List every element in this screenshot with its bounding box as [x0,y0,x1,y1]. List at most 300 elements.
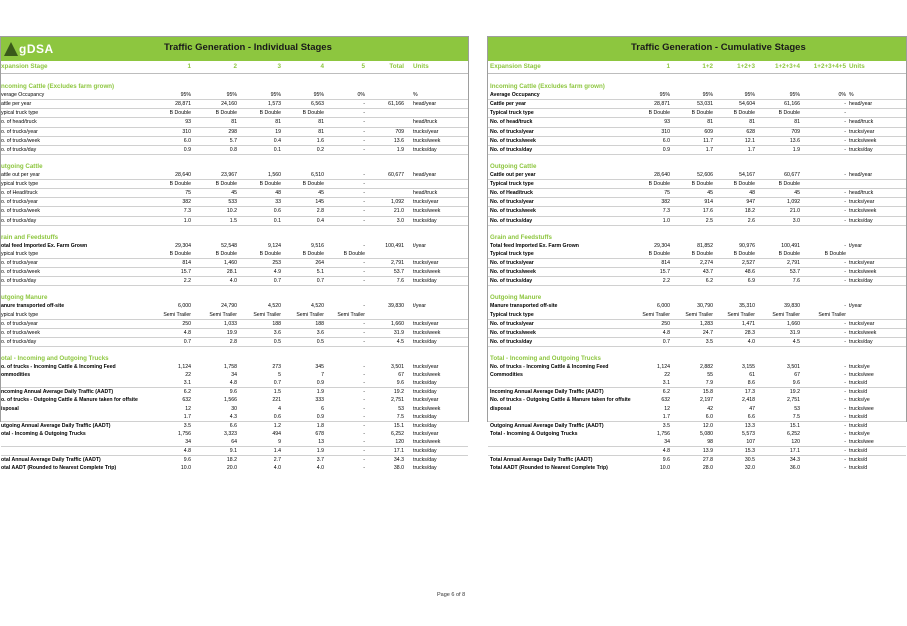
table-row [488,347,906,355]
cell-value: 2.5 [705,217,713,224]
cell-value: B Double [169,110,191,117]
table-row [488,75,906,83]
cell-value: 95% [226,92,237,99]
cell-value: 95% [744,92,755,99]
cell-value: 0% [357,92,365,99]
cell-value: B Double [302,110,324,117]
cell-value: 7.5 [396,413,404,420]
column-header: 2 [233,63,237,70]
cell-value: Semi Trailer [772,311,800,318]
table-row [1,413,468,422]
cell-value: - [844,364,846,371]
cell-value: 4.3 [229,413,237,420]
cell-value: 35,310 [739,303,755,310]
cell-value: 609 [704,128,713,135]
cell-value: 2,274 [700,259,713,266]
cell-value: 17.6 [702,208,713,215]
cell-value: 6,252 [787,430,800,437]
cell-value: - [844,137,846,144]
row-label: otal Annual Average Daily Traffic (AADT) [1,457,101,464]
cell-value: - [844,413,846,420]
cell-value: trucks/year [849,259,875,266]
cell-value: 221 [272,397,281,404]
cell-value: trucks/day [413,217,437,224]
cell-value: - [363,242,365,249]
cell-value: 0.1 [273,146,281,153]
cell-value: trucks/week [413,208,441,215]
cell-value: - [844,465,846,472]
cell-value: - [363,320,365,327]
cell-value: 81 [749,119,755,126]
cell-value: 13.6 [393,137,404,144]
row-label: o. of trucks/week [1,137,40,144]
cell-value: 45 [707,190,713,197]
cell-value: 2,882 [700,364,713,371]
cell-value: head/truck [849,190,874,197]
cell-value: - [363,430,365,437]
cell-value: 67 [794,372,800,379]
cell-value: 2.2 [183,278,191,285]
cell-value: B Double [215,250,237,257]
cell-value: trucks/wee [849,372,874,379]
cell-value: 30.5 [744,457,755,464]
cell-value: - [844,110,846,117]
cell-value: 0.7 [662,338,670,345]
cell-value: - [844,190,846,197]
cell-value: 4.0 [747,338,755,345]
cell-value: - [844,438,846,445]
cell-value: 95% [313,92,324,99]
row-label: verage Occupancy [1,92,45,99]
cell-value: B Double [691,110,713,117]
cell-value: 32.0 [744,465,755,472]
cell-value: 15.1 [393,422,404,429]
cell-value: - [363,413,365,420]
row-label: o. of trucks/day [1,278,37,285]
cell-value: 1.6 [316,137,324,144]
cell-value: 1.9 [316,389,324,396]
cell-value: - [363,190,365,197]
row-label: otal AADT (Rounded to Nearest Complete Trip) [1,465,117,472]
cell-value: 947 [746,199,755,206]
cell-value: trucks/year [413,364,439,371]
cell-value: 9.6 [183,457,191,464]
cell-value: - [844,329,846,336]
cell-value: 43.7 [702,269,713,276]
cell-value: 632 [182,397,191,404]
cell-value: 5,080 [700,430,713,437]
cell-value: 39,830 [784,303,800,310]
cell-value: 273 [272,364,281,371]
table-row [488,242,906,250]
cell-value: 1.7 [183,413,191,420]
cell-value: Semi Trailer [209,311,237,318]
cell-value: 95% [659,92,670,99]
cell-value: 5.7 [229,137,237,144]
cell-value: 7.9 [705,380,713,387]
cell-value: - [363,457,365,464]
table-row [1,438,468,447]
table-row [488,464,906,472]
cell-value: 12 [664,405,670,412]
cell-value: 1.0 [183,217,191,224]
table-row [488,311,906,320]
cell-value: 90,976 [739,242,755,249]
table-body [1,75,468,472]
cell-value: Semi Trailer [337,311,365,318]
cell-value: 814 [182,259,191,266]
cell-value: trucks/week [413,438,441,445]
row-label: Cattle per year [490,101,527,108]
cell-value: 1,471 [742,320,755,327]
cell-value: 6.0 [183,137,191,144]
cell-value: 0.6 [273,413,281,420]
cell-value: 1.7 [662,413,670,420]
row-label: disposal [490,405,512,412]
cell-value: 3.0 [396,217,404,224]
cell-value: trucks/d [849,457,868,464]
cell-value: 494 [272,430,281,437]
cell-value: - [844,372,846,379]
cell-value: 28,871 [175,101,191,108]
cell-value: 53 [794,405,800,412]
cell-value: 4.8 [662,448,670,455]
cell-value: - [363,465,365,472]
cell-value: 1,660 [787,320,800,327]
cell-value: 28,640 [175,172,191,179]
cell-value: 3,501 [787,364,800,371]
cell-value: 4.8 [183,448,191,455]
table-row [488,207,906,216]
table-row [488,91,906,100]
cell-value: 28.1 [226,269,237,276]
row-label: No. of trucks/week [490,208,536,215]
table-row [488,329,906,338]
cell-value: - [363,338,365,345]
row-label: Total - Incoming & Outgoing Trucks [490,430,578,437]
table-row [488,118,906,127]
cell-value: 6.0 [705,413,713,420]
cell-value: 75 [664,190,670,197]
cell-value: 814 [661,259,670,266]
cell-value: 95% [270,92,281,99]
row-label: Typical truck type [490,250,534,257]
cell-value: - [363,119,365,126]
cell-value: 0.8 [229,146,237,153]
cell-value: 36.0 [789,465,800,472]
cell-value: 107 [746,438,755,445]
cell-value: B Double [691,250,713,257]
cell-value: trucks/ye [849,364,870,371]
table-row [1,405,468,413]
cell-value: Semi Trailer [296,311,324,318]
row-label: Cattle out per year [490,172,536,179]
cell-value: 0.2 [316,146,324,153]
cell-value: 0.9 [316,413,324,420]
cell-value: t/year [849,242,862,249]
cell-value: trucks/wee [849,438,874,445]
cell-value: B Double [302,181,324,188]
cell-value: 6,000 [178,303,191,310]
cell-value: 253 [272,259,281,266]
cell-value: 1.8 [316,422,324,429]
cell-value: 45 [794,190,800,197]
cell-value: head/year [413,101,437,108]
table-row [488,456,906,464]
cell-value: - [363,259,365,266]
table-row [1,189,468,198]
cell-value: 3.5 [183,422,191,429]
cell-value: 15.7 [180,269,191,276]
table-row [1,456,468,464]
row-label: otal - Incoming and Outgoing Trucks [1,355,109,362]
row-label: Typical truck type [490,311,534,318]
row-label: utgoing Cattle [1,162,43,170]
column-header: 1 [666,63,670,70]
table-row [488,128,906,137]
cell-value: - [844,119,846,126]
cell-value: 250 [182,320,191,327]
row-label: ypical truck type [1,311,39,318]
table-row [1,294,468,302]
cell-value: 120 [791,438,800,445]
row-label: Incoming Cattle (Excludes farm grown) [490,83,605,91]
cell-value: 0.5 [316,338,324,345]
cell-value: trucks/ye [849,397,870,404]
cell-value: 6,000 [657,303,670,310]
cell-value: 1,092 [787,199,800,206]
table-row [1,347,468,355]
cell-value: 1,092 [391,199,404,206]
cell-value: - [844,303,846,310]
cell-value: 2,791 [787,259,800,266]
column-header: Expansion Stage [490,63,541,70]
cell-value: trucks/d [849,389,868,396]
cell-value: Semi Trailer [685,311,713,318]
table-row [488,286,906,294]
cell-value: 9.6 [396,380,404,387]
cell-value: 34.3 [393,457,404,464]
cell-value: 5 [278,372,281,379]
cell-value: 382 [661,199,670,206]
cell-value: 81 [231,119,237,126]
cell-value: 31.9 [789,329,800,336]
cell-value: - [363,101,365,108]
cell-value: 20.0 [226,465,237,472]
cell-value: 6.6 [747,413,755,420]
cell-value: 23,967 [221,172,237,179]
cell-value: trucks/d [849,448,868,455]
cell-value: B Double [302,250,324,257]
table-row [1,75,468,83]
cell-value: trucks/day [413,389,437,396]
cell-value: 1.7 [705,146,713,153]
cell-value: B Double [778,110,800,117]
cell-value: - [844,128,846,135]
cell-value: trucks/week [413,405,441,412]
cell-value: - [844,422,846,429]
table-row [488,320,906,329]
cell-value: trucks/week [849,329,877,336]
cell-value: trucks/day [413,338,437,345]
row-label: Typical truck type [490,110,534,117]
cell-value: 61 [749,372,755,379]
cell-value: trucks/year [413,430,439,437]
cell-value: trucks/d [849,413,868,420]
row-label: No. of trucks/week [490,137,536,144]
cell-value: 0.1 [273,217,281,224]
cell-value: 188 [272,320,281,327]
cell-value: 1,573 [268,101,281,108]
cell-value: 9.6 [792,380,800,387]
column-headers [1,62,468,74]
table-row [1,371,468,379]
cell-value: - [363,208,365,215]
table-row [488,447,906,456]
cell-value: 4.5 [792,338,800,345]
cell-value: 28.0 [702,465,713,472]
cell-value: 34.3 [789,457,800,464]
cell-value: trucks/week [413,137,441,144]
cell-value: - [363,278,365,285]
cell-value: 4.9 [273,269,281,276]
cell-value: B Double [169,181,191,188]
cell-value: trucks/year [413,259,439,266]
row-label: No. of trucks/week [490,329,536,336]
column-header: 1+2+3 [737,63,755,70]
table-row [488,277,906,286]
row-label: o. of trucks - Incoming Cattle & Incoming Feed [1,364,116,371]
cell-value: 678 [315,430,324,437]
cell-value: 3.5 [662,422,670,429]
table-row [488,355,906,363]
logo-text: gDSA [19,42,54,56]
adsa-logo-icon [4,42,18,56]
cell-value: 45 [231,190,237,197]
cell-value: 2,751 [787,397,800,404]
cell-value: 12.1 [744,137,755,144]
cell-value: - [363,110,365,117]
cell-value: B Double [215,181,237,188]
cell-value: 55 [707,372,713,379]
cell-value: 0.9 [183,146,191,153]
cell-value: 120 [395,438,404,445]
cell-value: 75 [185,190,191,197]
table-row [1,163,468,171]
cell-value: B Double [169,250,191,257]
cell-value: - [844,242,846,249]
cell-value: trucks/year [849,199,875,206]
cell-value: 9,516 [311,242,324,249]
cell-value: 48 [275,190,281,197]
cell-value: 4.0 [316,465,324,472]
cell-value: t/year [413,242,426,249]
cell-value: - [844,208,846,215]
row-label: o. of trucks/week [1,269,40,276]
column-header: 5 [361,63,365,70]
cell-value: 64 [231,438,237,445]
table-row [1,447,468,456]
cell-value: 0.9 [316,380,324,387]
cell-value: - [844,430,846,437]
cell-value: - [363,303,365,310]
table-row [488,250,906,259]
table-row [488,430,906,438]
table-row [488,379,906,388]
cell-value: 13 [318,438,324,445]
cell-value: head/year [849,101,873,108]
cell-value: 10.0 [180,465,191,472]
row-label: o. of trucks/day [1,338,37,345]
cell-value: 47 [749,405,755,412]
cell-value: t/year [413,303,426,310]
row-label: Outgoing Cattle [490,162,537,170]
cell-value: 3.6 [273,329,281,336]
table-row [1,311,468,320]
cell-value: 100,491 [385,242,404,249]
cell-value: 10.0 [659,465,670,472]
table-row [1,118,468,127]
cell-value: % [413,92,418,99]
cell-value: 0.5 [273,338,281,345]
cell-value: 533 [228,199,237,206]
column-header: xpansion Stage [1,63,48,70]
column-header: Units [413,63,429,70]
cell-value: % [849,92,854,99]
cell-value: 21.0 [393,208,404,215]
cell-value: 0.4 [273,137,281,144]
cell-value: 1.9 [792,146,800,153]
cell-value: 15.7 [659,269,670,276]
cell-value: - [363,405,365,412]
cell-value: 7 [321,372,324,379]
cell-value: trucks/year [413,128,439,135]
table-row [488,198,906,207]
cell-value: 2,197 [700,397,713,404]
cell-value: 54,604 [739,101,755,108]
cell-value: trucks/week [413,269,441,276]
table-row [1,430,468,438]
column-header: 1 [187,63,191,70]
cell-value: 45 [318,190,324,197]
cell-value: 52,606 [697,172,713,179]
table-row [1,171,468,180]
row-label: Grain and Feedstuffs [490,233,552,241]
cell-value: 1,758 [224,364,237,371]
table-row [1,277,468,286]
cell-value: 6.0 [662,137,670,144]
cell-value: 0.7 [316,278,324,285]
cell-value: 7.5 [792,413,800,420]
cell-value: 298 [228,128,237,135]
cell-value: - [844,457,846,464]
column-header: 4 [320,63,324,70]
table-row [1,250,468,259]
cell-value: 18.2 [226,457,237,464]
table-row [488,371,906,379]
table-row [1,217,468,226]
cell-value: B Double [778,181,800,188]
cell-value: B Double [259,250,281,257]
table-row [488,171,906,180]
cell-value: 31.9 [393,329,404,336]
table-row [1,137,468,146]
cell-value: - [363,380,365,387]
column-headers [488,62,906,74]
cell-value: 81 [794,119,800,126]
table-row [488,100,906,109]
table-row [1,226,468,234]
